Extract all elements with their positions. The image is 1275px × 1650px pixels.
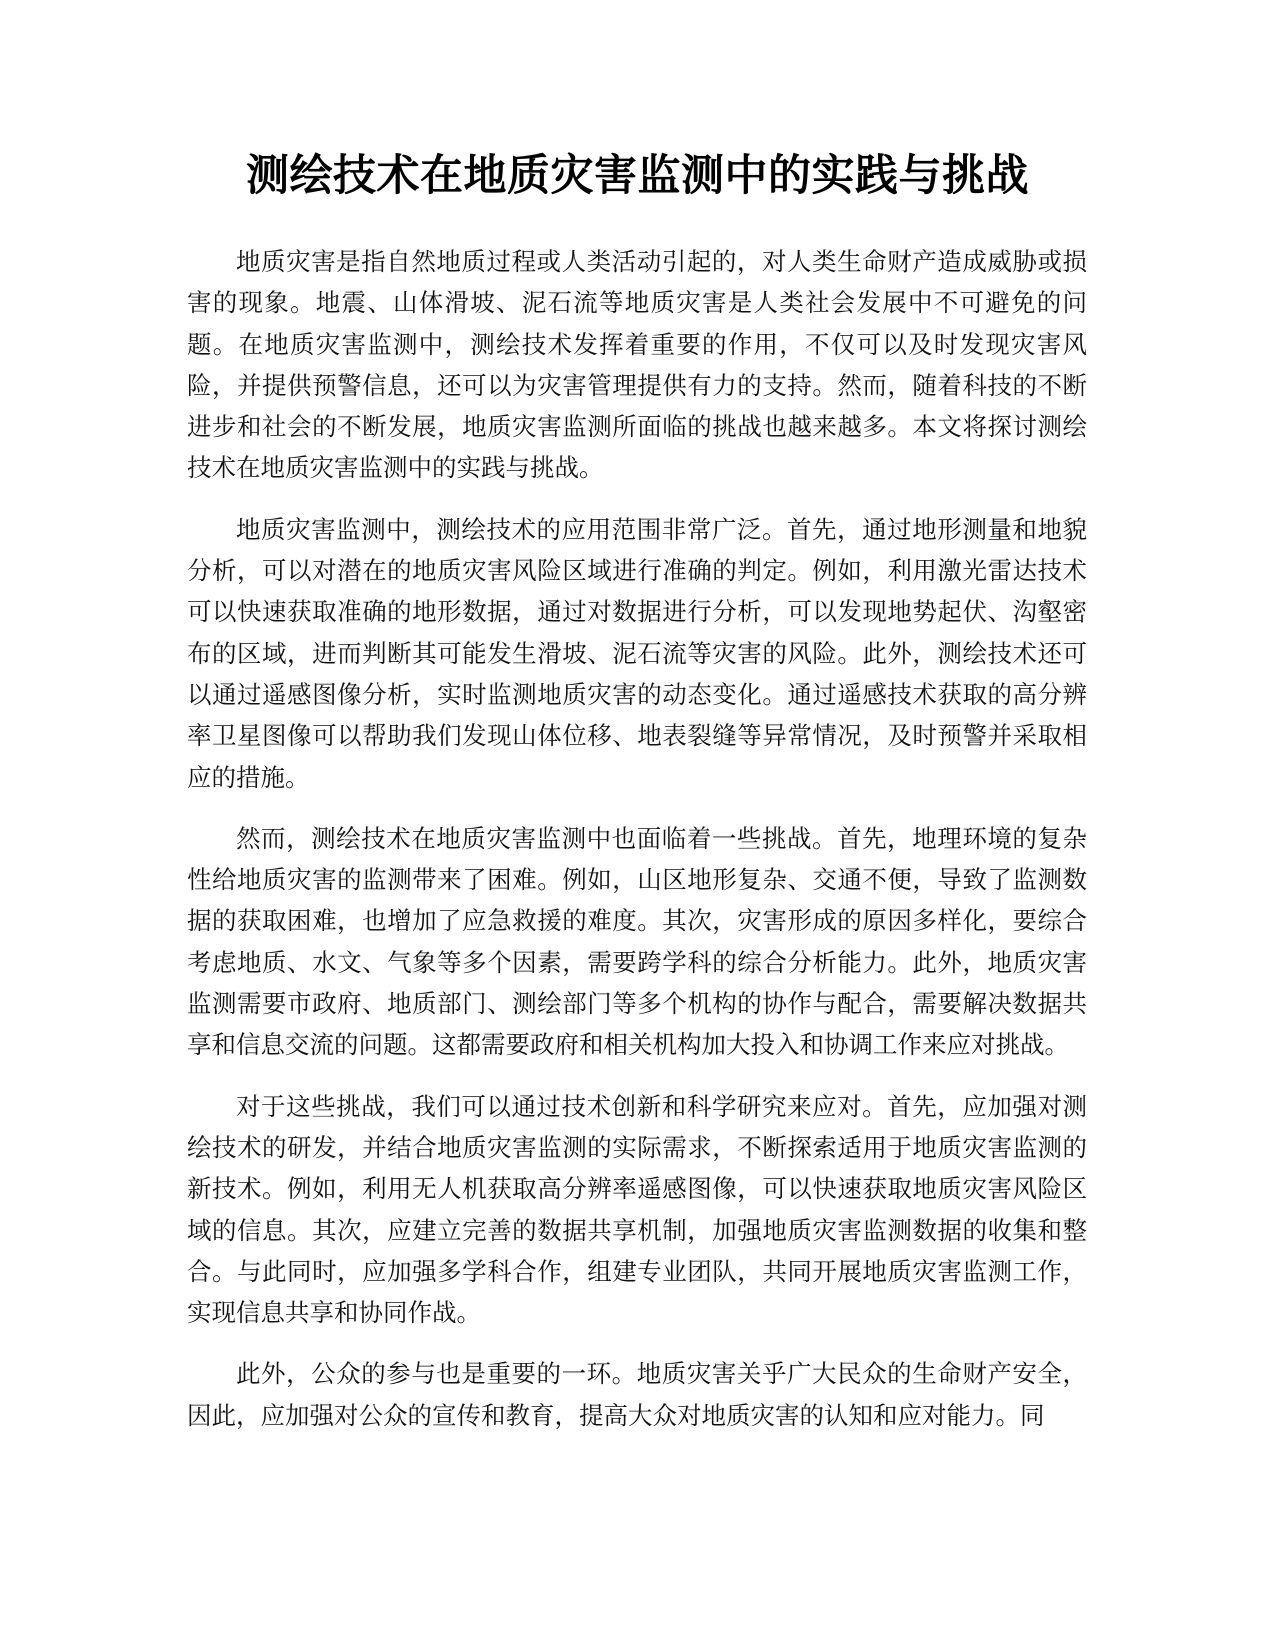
paragraph-challenges: 然而，测绘技术在地质灾害监测中也面临着一些挑战。首先，地理环境的复杂性给地质灾害的监测带来了困难。例如，山区地形复杂、交通不便，导致了监测数据的获取困难，也增加了应急救援的难度。其次，灾害形成的原因多样化，要综合考虑地质、水文、气象等多个因素，需要跨学科的综合分析能力。此外，地质灾害监测需要市政府、地质部门、测绘部门等多个机构的协作与配合，需要解决数据共享和信息交流的问题。这都需要政府和相关机构加大投入和协调工作来应对挑战。 (187, 823, 1087, 1060)
paragraph-solutions: 对于这些挑战，我们可以通过技术创新和科学研究来应对。首先，应加强对测绘技术的研发，并结合地质灾害监测的实际需求，不断探索适用于地质灾害监测的新技术。例如，利用无人机获取高分辨率遥感图像，可以快速获取地质灾害风险区域的信息。其次，应建立完善的数据共享机制，加强地质灾害监测数据的收集和整合。与此同时，应加强多学科合作，组建专业团队，共同开展地质灾害监测工作，实现信息共享和协同作战。 (187, 1091, 1087, 1328)
paragraph-applications: 地质灾害监测中，测绘技术的应用范围非常广泛。首先，通过地形测量和地貌分析，可以对潜在的地质灾害风险区域进行准确的判定。例如，利用激光雷达技术可以快速获取准确的地形数据，通过对数据进行分析，可以发现地势起伏、沟壑密布的区域，进而判断其可能发生滑坡、泥石流等灾害的风险。此外，测绘技术还可以通过遥感图像分析，实时监测地质灾害的动态变化。通过遥感技术获取的高分辨率卫星图像可以帮助我们发现山体位移、地表裂缝等异常情况，及时预警并采取相应的措施。 (187, 514, 1087, 792)
paragraph-public-participation: 此外，公众的参与也是重要的一环。地质灾害关乎广大民众的生命财产安全，因此，应加强对公众的宣传和教育，提高大众对地质灾害的认知和应对能力。同 (187, 1359, 1087, 1430)
document-body (187, 241, 1087, 1456)
paragraph-intro: 地质灾害是指自然地质过程或人类活动引起的，对人类生命财产造成威胁或损害的现象。地震、山体滑坡、泥石流等地质灾害是人类社会发展中不可避免的问题。在地质灾害监测中，测绘技术发挥着重要的作用，不仅可以及时发现灾害风险，并提供预警信息，还可以为灾害管理提供有力的支持。然而，随着科技的不断进步和社会的不断发展，地质灾害监测所面临的挑战也越来越多。本文将探讨测绘技术在地质灾害监测中的实践与挑战。 (187, 247, 1087, 483)
document-title: 测绘技术在地质灾害监测中的实践与挑战 (246, 151, 1029, 201)
